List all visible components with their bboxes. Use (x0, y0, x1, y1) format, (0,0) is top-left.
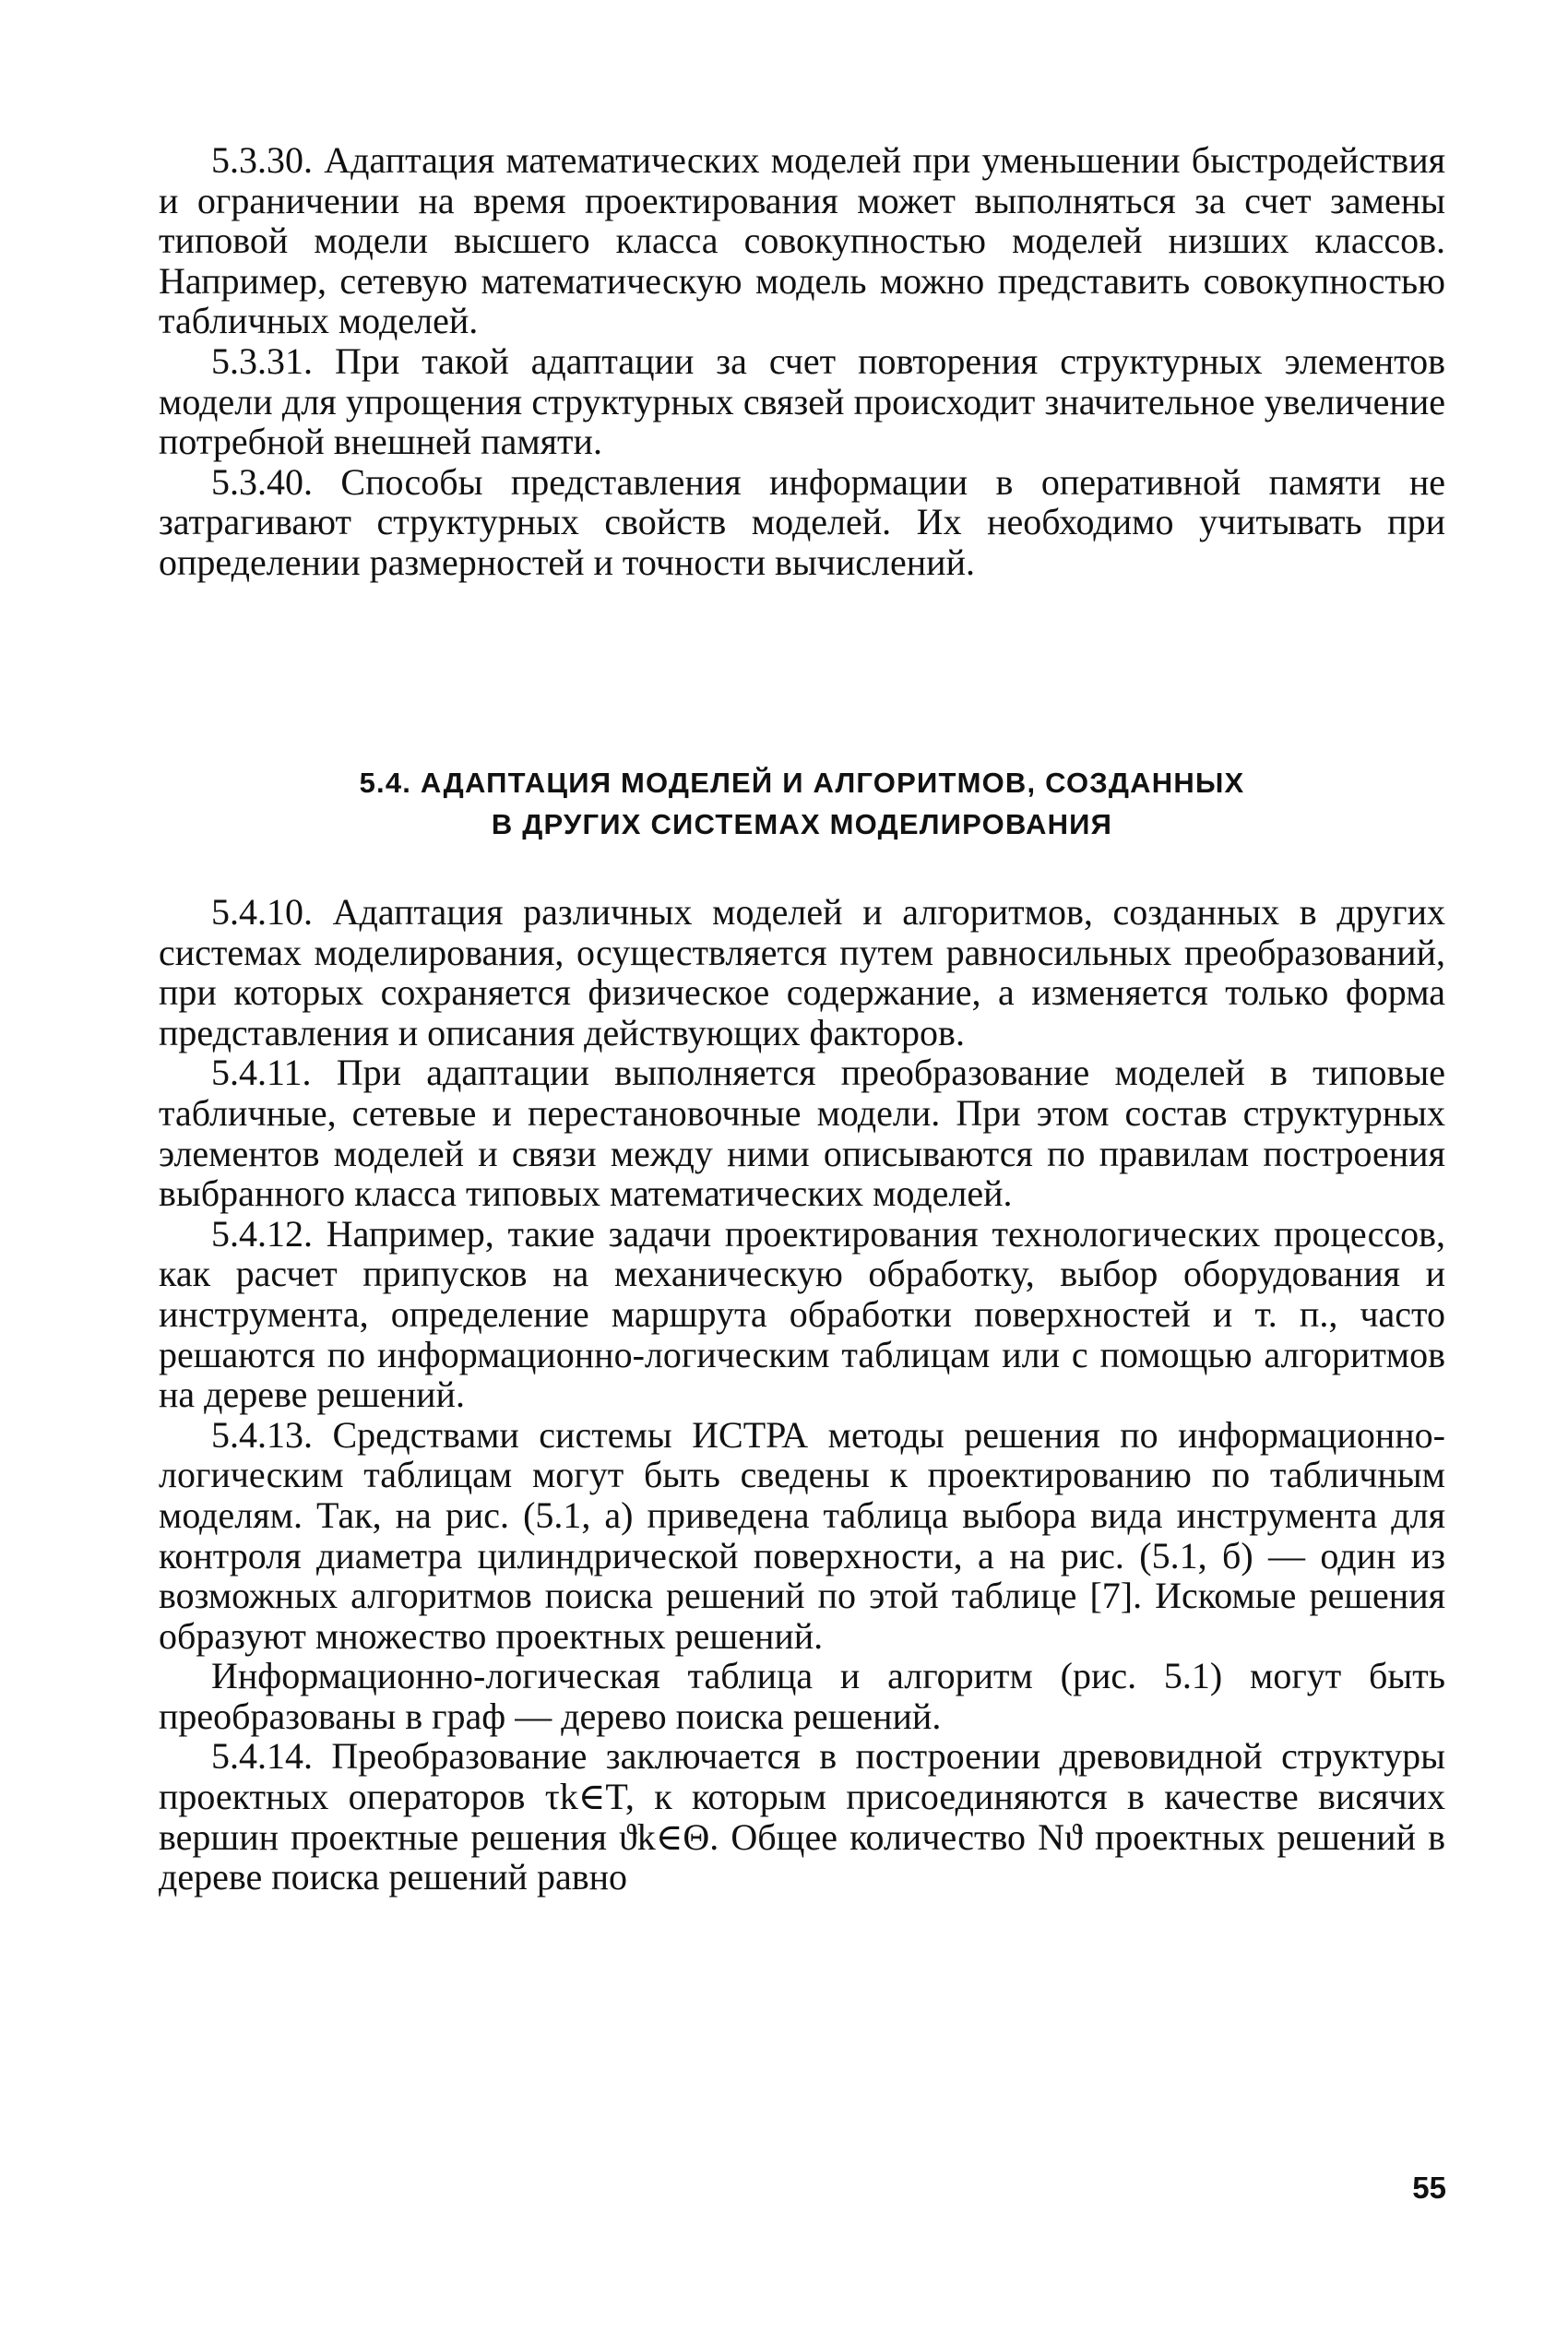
section-5-3-body (159, 140, 1445, 583)
paragraph-5-3-30: 5.3.30. Адаптация математических моделей при уменьшении быстродействия и ограничении на время проектирования может выполняться за счет замены типовой модели высшего класса совокупностью моделей низших классов. Например, сетевую математическую модель можно представить совокупностью табличных моделей. (159, 139, 1445, 342)
section-heading-line-2: В ДРУГИХ СИСТЕМАХ МОДЕЛИРОВАНИЯ (491, 808, 1113, 840)
paragraph-5-4-13: 5.4.13. Средствами системы ИСТРА методы решения по информационно-логическим таблицам могут быть сведены к проектированию по табличным моделям. Так, на рис. (5.1, а) приведена таблица выбора вида инструмента для контроля диаметра цилиндрической поверхности, а на рис. (5.1, б) — один из возможных алгоритмов поиска решений по этой таблице [7]. Искомые решения образуют множество проектных решений. (159, 1413, 1445, 1657)
paragraph-5-4-14: 5.4.14. Преобразование заключается в построении древовидной структуры проектных операторов τk∈T, к которым присоединяются в качестве висячих вершин проектные решения ϑk∈Θ. Общее количество Nϑ проектных решений в дереве поиска решений равно (159, 1735, 1445, 1898)
paragraph-5-4-10: 5.4.10. Адаптация различных моделей и алгоритмов, созданных в других системах моделирования, осуществляется путем равносильных преобразований, при которых сохраняется физическое содержание, а изменяется только форма представления и описания действующих факторов. (159, 891, 1445, 1053)
paragraph-5-4-13-continued: Информационно-логическая таблица и алгоритм (рис. 5.1) могут быть преобразованы в граф — дерево поиска решений. (159, 1655, 1445, 1737)
section-5-4-body (159, 892, 1445, 1898)
paragraph-5-3-40: 5.3.40. Способы представления информации в оперативной памяти не затрагивают структурных свойств моделей. Их необходимо учитывать при определении размерностей и точности вычислений. (159, 460, 1445, 583)
paragraph-5-4-11: 5.4.11. При адаптации выполняется преобразование моделей в типовые табличные, сетевые и перестановочные модели. При этом состав структурных элементов моделей и связи между ними описываются по правилам построения выбранного класса типовых математических моделей. (159, 1052, 1445, 1215)
paragraph-5-4-12: 5.4.12. Например, такие задачи проектирования технологических процессов, как расчет припусков на механическую обработку, выбор оборудования и инструмента, определение маршрута обработки поверхностей и т. п., часто решаются по информационно-логическим таблицам или с помощью алгоритмов на дереве решений. (159, 1212, 1445, 1416)
paragraph-5-3-31: 5.3.31. При такой адаптации за счет повторения структурных элементов модели для упрощения структурных связей происходит значительное увеличение потребной внешней памяти. (159, 339, 1445, 463)
section-heading-line-1: 5.4. АДАПТАЦИЯ МОДЕЛЕЙ И АЛГОРИТМОВ, СОЗДАННЫХ (359, 767, 1245, 799)
page-number: 55 (1412, 2171, 1446, 2205)
section-heading-5-4 (159, 762, 1445, 845)
